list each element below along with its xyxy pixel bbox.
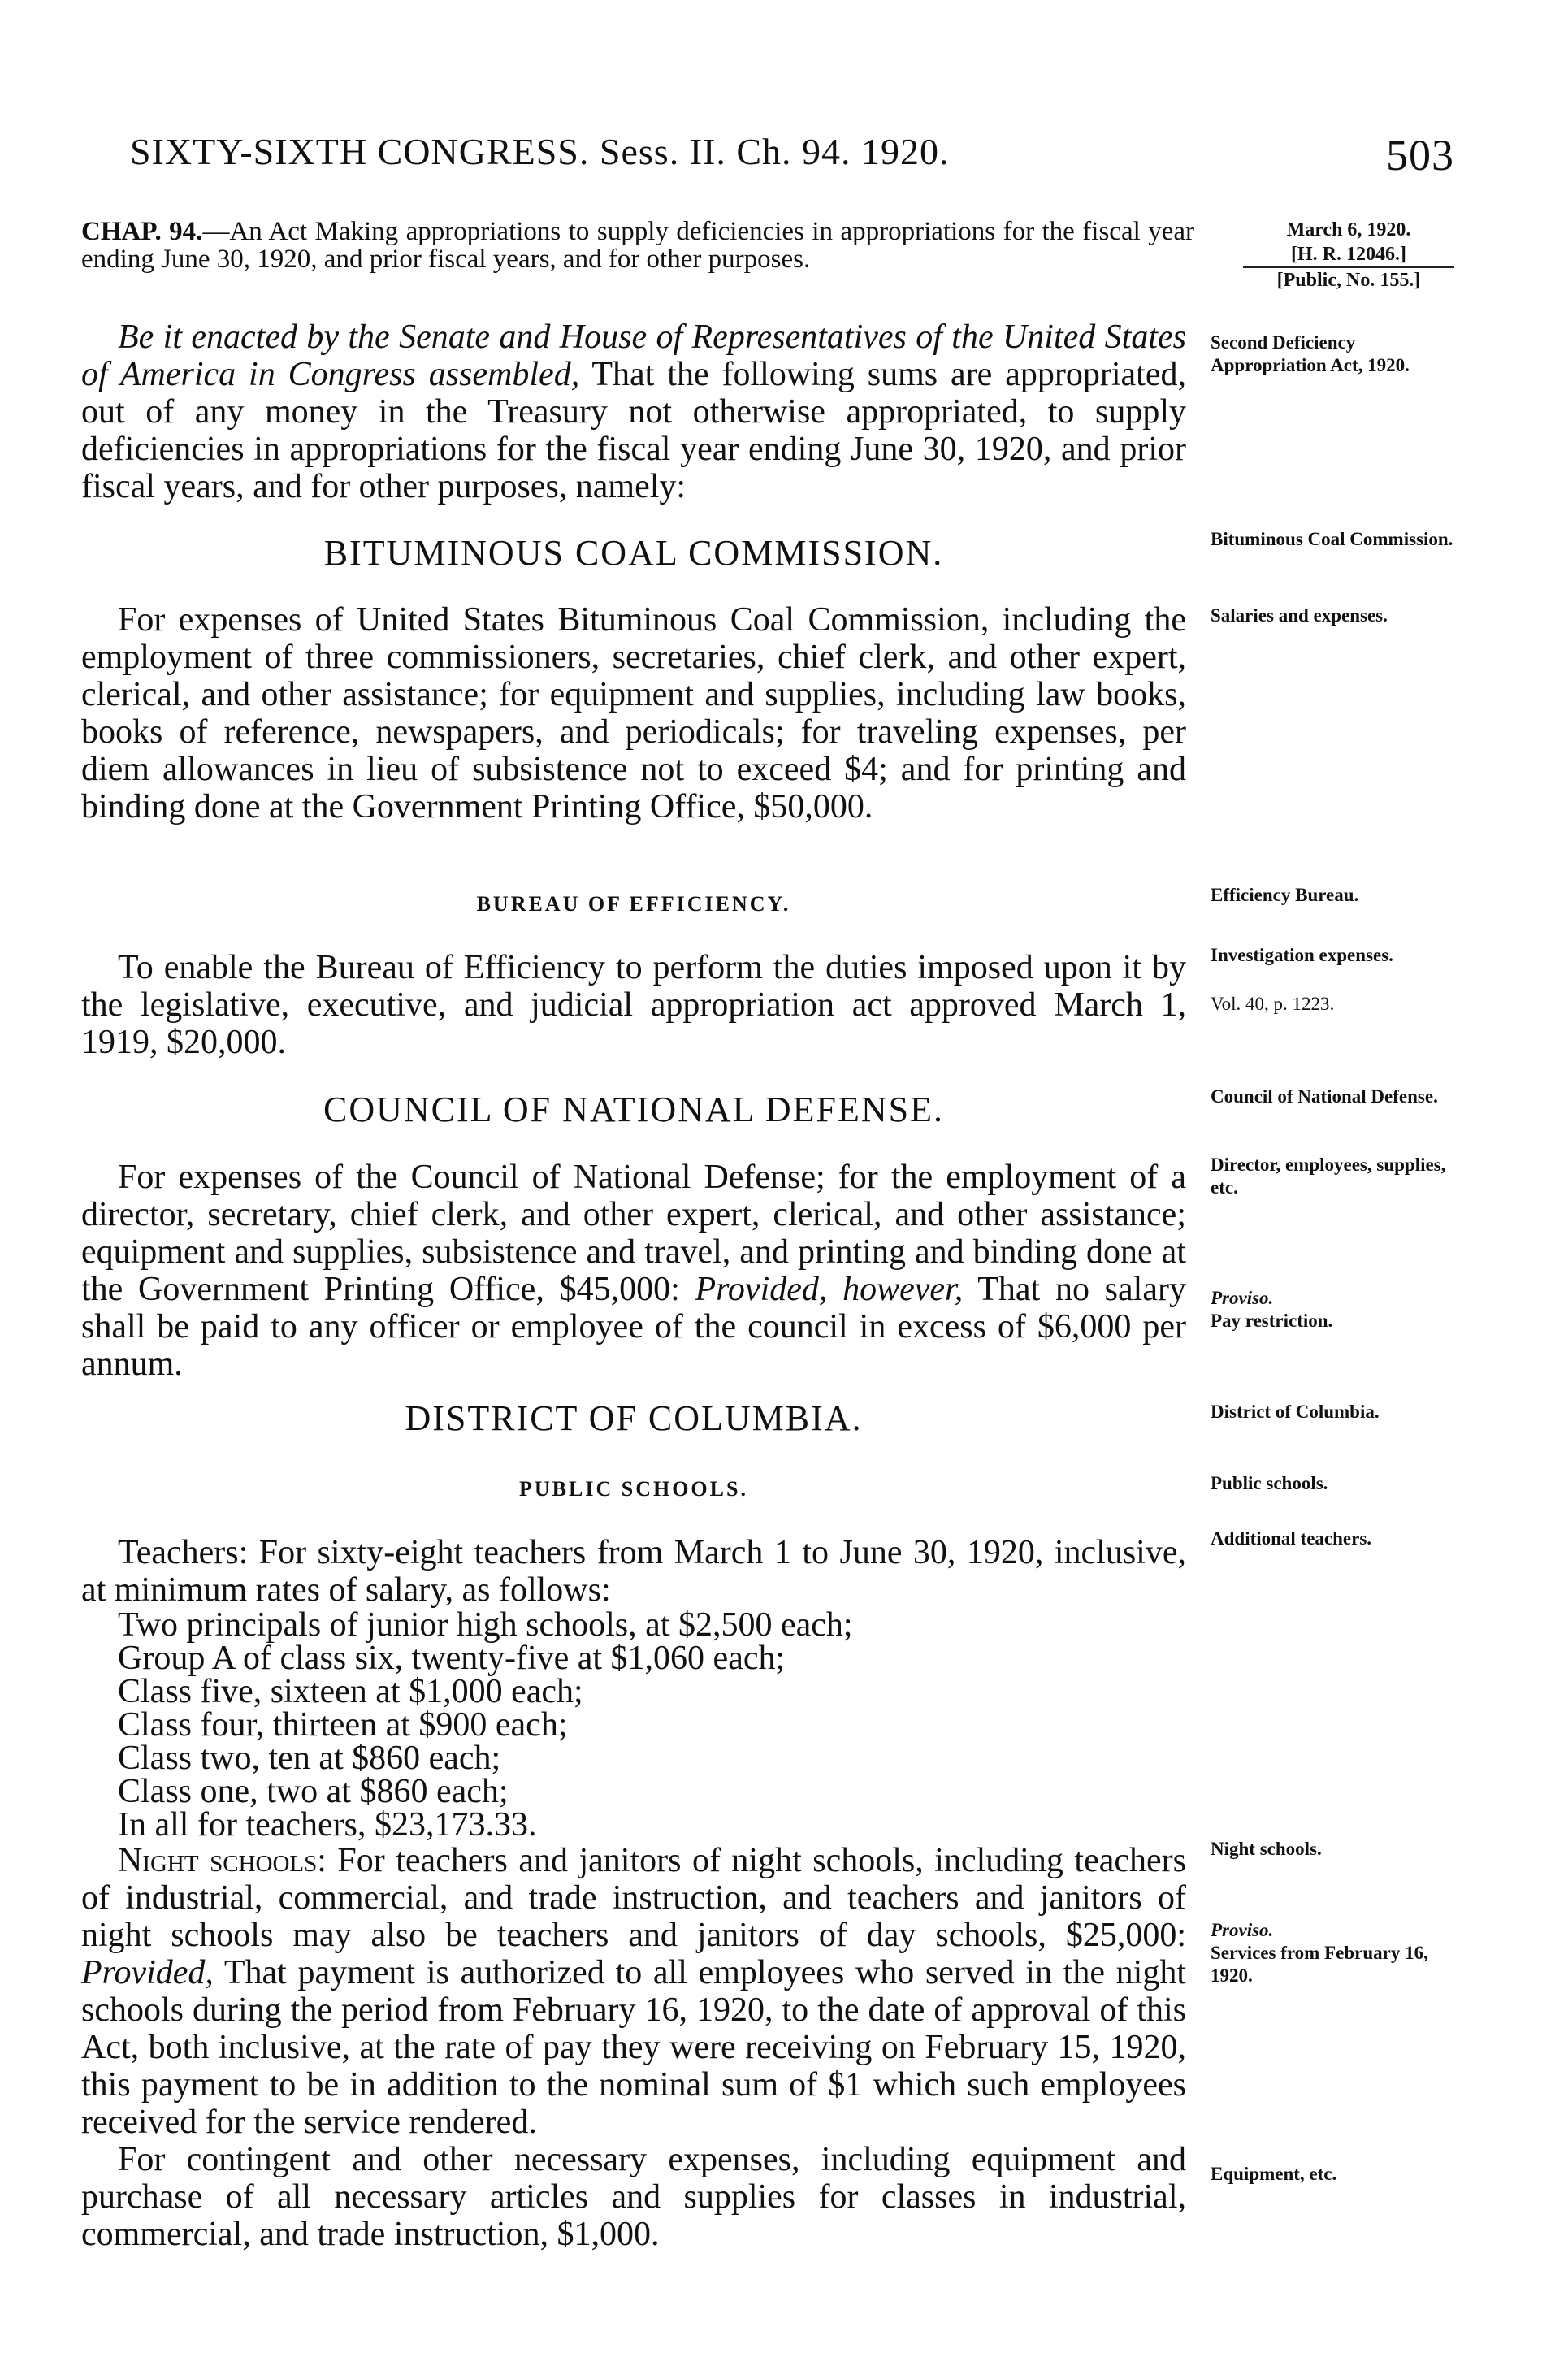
margin-council: Council of National Defense. [1211,1086,1438,1107]
margin-salaries: Salaries and expenses. [1211,605,1388,626]
chapter-label: CHAP. 94. [81,217,203,246]
margin-pay-restriction: Pay restriction. [1211,1311,1333,1331]
coal-paragraph: For expenses of United States Bituminous Coal Commission, including the employment of three commissioners, secretaries, chief clerk, and other expert, clerical, and other assistance; for equipment and supplies, including law books, books of reference, newspapers, and periodicals; for traveling expenses, per diem allowances in lieu of subsistence not to exceed $4; and for printing and binding done at the Government Printing Office, $50,000. [81,601,1186,825]
teachers-block [81,1534,1186,2253]
night-schools-paragraph [81,1842,1186,2141]
margin-second-deficiency: Second Deficiency Appropriation Act, 1920. [1211,332,1410,375]
heading-public-schools: PUBLIC SCHOOLS. [519,1477,748,1501]
council-proviso: Provided, however, [695,1271,964,1308]
teacher-line: In all for teachers, $23,173.33. [118,1806,537,1844]
margin-proviso-2: Proviso. [1211,1920,1274,1940]
teacher-line: Class two, ten at $860 each; [118,1740,501,1777]
approval-date: March 6, 1920. [1286,219,1411,240]
night-text-before: : For teachers and janitors of night schools, including teachers of industrial, commercial, and trade instruction, and teachers and janitors of night schools may also be teachers and janitors of day schools, $25,000: [81,1842,1186,1954]
teacher-line: Group A of class six, twenty-five at $1,060 each; [118,1640,786,1677]
page-number: 503 [1386,131,1454,180]
coal-block [81,601,1186,825]
margin-vol-ref: Vol. 40, p. 1223. [1211,994,1335,1014]
heading-coal-commission: BITUMINOUS COAL COMMISSION. [323,533,944,573]
approval-box [1243,218,1454,292]
enacting-text: That the following sums are appropriated, out of any money in the Treasury not otherwise appropriated, to supply deficiencies in appropriations for the fiscal year ending June 30, 1920, and prior fiscal years, and for other purposes, namely: [81,356,1186,505]
council-text-before: For expenses of the Council of National Defense; for the employment of a director, secretary, chief clerk, and other expert, clerical, and other assistance; equipment and supplies, subsistence and travel, and printing and binding done at the Government Printing Office, $45,000: [81,1159,1186,1308]
margin-coal-commission: Bituminous Coal Commission. [1211,529,1453,549]
public-law-number: [Public, No. 155.] [1276,270,1421,291]
heading-council: COUNCIL OF NATIONAL DEFENSE. [323,1090,945,1129]
margin-night-schools: Night schools. [1211,1839,1322,1859]
running-header [130,130,1454,187]
teacher-lines [81,1606,1186,1844]
margin-efficiency-bureau: Efficiency Bureau. [1211,885,1359,905]
enacting-paragraph [81,318,1186,505]
enacting-clause: Be it enacted by the Senate and House of Representatives of the United States of America in Congress assembled, [81,318,1186,393]
night-text-after: That payment is authorized to all employees who served in the night schools during the period from February 16, 1920, to the date of approval of this Act, both inclusive, at the rate of pay they were receiving on February 15, 1920, this payment to be in addition to the nominal sum of $1 which such employees received for the service rendered. [81,1954,1186,2141]
margin-proviso-1: Proviso. [1211,1288,1274,1308]
efficiency-block [81,949,1186,1061]
margin-director: Director, employees, supplies, etc. [1211,1155,1446,1198]
council-paragraph [81,1159,1186,1383]
night-schools-label: Night schools [118,1842,318,1879]
contingent-paragraph: For contingent and other necessary expenses, including equipment and purchase of all necessary articles and supplies for classes in industrial, commercial, and trade instruction, $1,000. [81,2141,1186,2253]
margin-services: Services from February 16, 1920. [1211,1943,1428,1986]
bill-number: [H. R. 12046.] [1291,244,1406,265]
chapter-heading [81,218,1194,273]
margin-equipment: Equipment, etc. [1211,2164,1337,2184]
night-proviso: Provided, [81,1954,214,1991]
teacher-line: Class one, two at $860 each; [118,1773,509,1810]
margin-district: District of Columbia. [1211,1402,1380,1422]
margin-investigation: Investigation expenses. [1211,945,1393,965]
efficiency-paragraph: To enable the Bureau of Efficiency to perform the duties imposed upon it by the legislative, executive, and judicial appropriation act approved March 1, 1919, $20,000. [81,949,1186,1061]
enacting-block [81,318,1186,505]
heading-district: DISTRICT OF COLUMBIA. [405,1398,863,1438]
teacher-line: Class four, thirteen at $900 each; [118,1706,568,1744]
margin-public-schools: Public schools. [1211,1473,1328,1493]
council-block [81,1159,1186,1383]
council-text-after: That no salary shall be paid to any officer or employee of the council in excess of $6,000 per annum. [81,1271,1186,1383]
margin-additional-teachers: Additional teachers. [1211,1528,1372,1549]
running-head: SIXTY-SIXTH CONGRESS. Sess. II. Ch. 94. 1920. [130,131,950,172]
teacher-line: Two principals of junior high schools, at $2,500 each; [118,1606,853,1644]
teachers-intro: Teachers: For sixty-eight teachers from March 1 to June 30, 1920, inclusive, at minimum rates of salary, as follows: [81,1534,1186,1609]
chapter-title: —An Act Making appropriations to supply deficiencies in appropriations for the fiscal year ending June 30, 1920, and prior fiscal years, and for other purposes. [81,217,1195,274]
heading-efficiency: BUREAU OF EFFICIENCY. [476,892,791,916]
teacher-line: Class five, sixteen at $1,000 each; [118,1673,583,1710]
